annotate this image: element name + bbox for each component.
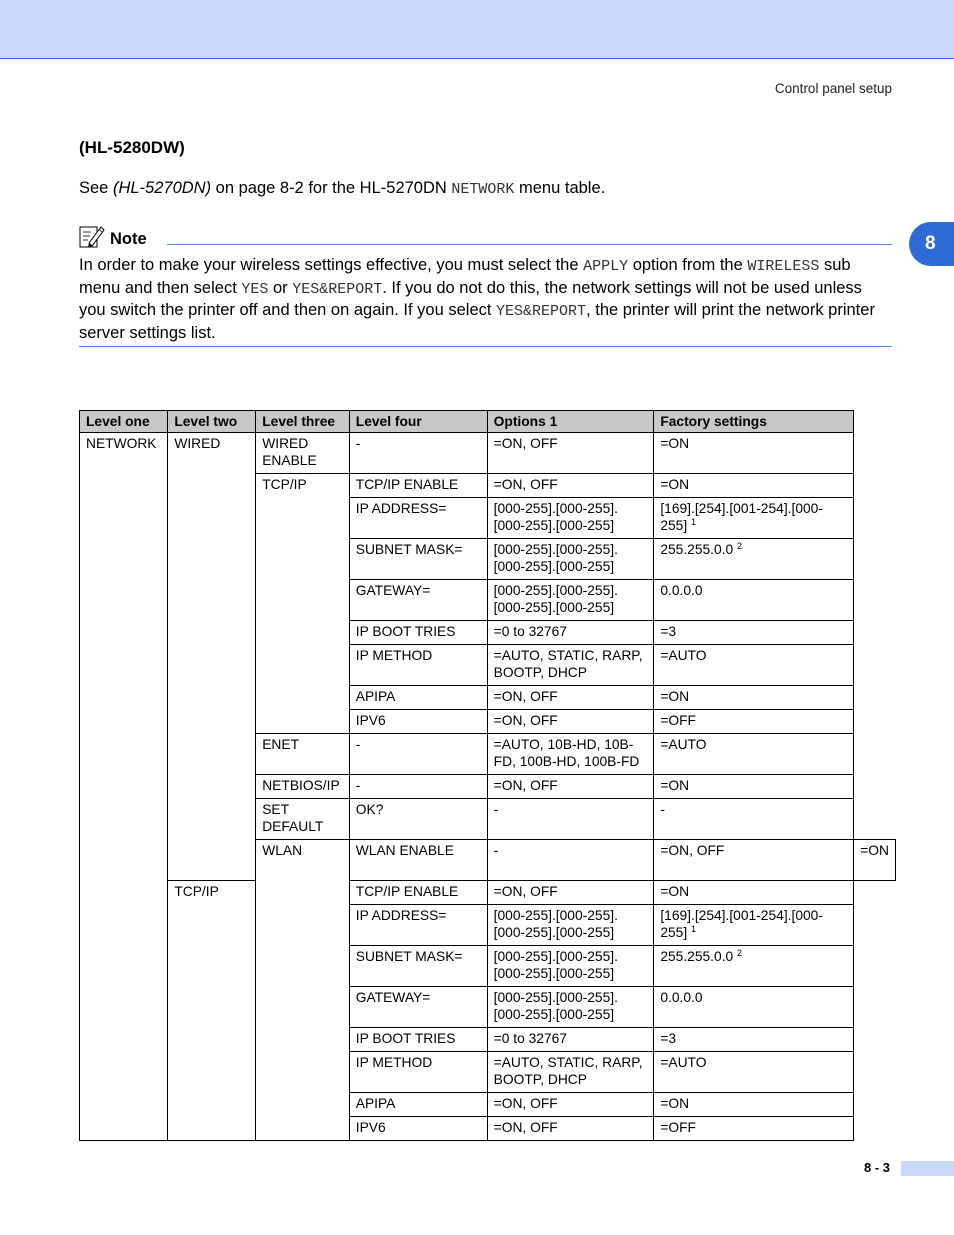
- intro-paragraph: [79, 179, 605, 198]
- cell-level-four: SUBNET MASK=: [349, 946, 487, 987]
- header-level-one: Level one: [80, 411, 168, 433]
- header-level-four: Level four: [349, 411, 487, 433]
- cell-factory: =ON: [654, 433, 854, 474]
- factory-value: [169].[254].[001-254].[000-255]: [660, 908, 823, 940]
- cell-level-four: IPV6: [349, 1117, 487, 1141]
- header-level-two: Level two: [168, 411, 256, 433]
- factory-value: =ON: [660, 477, 690, 492]
- footnote-ref: 2: [737, 948, 743, 958]
- cell-level-four: OK?: [349, 799, 487, 840]
- cell-factory: [654, 946, 854, 987]
- cell-level-four: APIPA: [349, 1093, 487, 1117]
- note-text: . If you do not do this, the network settings will not be used unless you switch the printer off and then on again. If you select: [79, 278, 862, 319]
- cell-factory: =ON: [654, 881, 854, 905]
- cell-factory: [654, 474, 854, 498]
- cell-factory: [654, 905, 854, 946]
- factory-value: 255.255.0.0: [660, 949, 734, 964]
- page-number: 8 - 3: [864, 1160, 891, 1175]
- header-factory-settings: Factory settings: [654, 411, 854, 433]
- cell-level-four: GATEWAY=: [349, 987, 487, 1028]
- cell-level-four: IP ADDRESS=: [349, 905, 487, 946]
- note-text: or: [268, 278, 293, 297]
- cell-options: =AUTO, STATIC, RARP, BOOTP, DHCP: [487, 645, 654, 686]
- cell-level-four: -: [349, 775, 487, 799]
- cell-factory: [654, 539, 854, 580]
- cell-level-three: TCP/IP: [168, 881, 256, 1141]
- cell-level-four: IP METHOD: [349, 1052, 487, 1093]
- cell-factory: =AUTO: [654, 1052, 854, 1093]
- note-code-yes-report: YES&REPORT: [496, 303, 587, 320]
- page-header-band: [0, 0, 954, 59]
- factory-value: [169].[254].[001-254].[000-255]: [660, 501, 823, 533]
- cell-factory: -: [654, 799, 854, 840]
- cell-factory: =OFF: [654, 710, 854, 734]
- cell-factory: 0.0.0.0: [654, 987, 854, 1028]
- network-menu-table: [79, 410, 896, 1141]
- cell-level-four: IP BOOT TRIES: [349, 621, 487, 645]
- cell-level-four: SUBNET MASK=: [349, 539, 487, 580]
- cell-options: [000-255].[000-255].[000-255].[000-255]: [487, 987, 654, 1028]
- note-code-wireless: WIRELESS: [747, 258, 820, 275]
- cell-factory: =3: [654, 621, 854, 645]
- cell-factory: =3: [654, 1028, 854, 1052]
- cell-level-four: TCP/IP ENABLE: [349, 881, 487, 905]
- cell-level-three: NETBIOS/IP: [256, 775, 350, 799]
- header-level-three: Level three: [256, 411, 350, 433]
- cell-options: -: [487, 799, 654, 840]
- cell-options: =0 to 32767: [487, 1028, 654, 1052]
- cell-level-four: IP BOOT TRIES: [349, 1028, 487, 1052]
- cell-level-four: APIPA: [349, 686, 487, 710]
- cell-options: =AUTO, 10B-HD, 10B-FD, 100B-HD, 100B-FD: [487, 734, 654, 775]
- cell-options: =ON, OFF: [487, 433, 654, 474]
- header-options: Options 1: [487, 411, 654, 433]
- table-row: [80, 881, 896, 905]
- cell-factory: =AUTO: [654, 734, 854, 775]
- cell-level-two-wired: WIRED: [168, 433, 256, 881]
- note-text: sub menu and then select: [79, 256, 851, 297]
- intro-mid: on page 8-2 for the HL-5270DN: [211, 179, 452, 197]
- intro-reference-link[interactable]: (HL-5270DN): [112, 179, 212, 197]
- cell-options: [000-255].[000-255].[000-255].[000-255]: [487, 580, 654, 621]
- note-text: In order to make your wireless settings effective, you must select the: [79, 256, 584, 274]
- cell-factory: =ON: [854, 840, 896, 881]
- cell-level-three: ENET: [256, 734, 350, 775]
- footnote-ref: 1: [691, 517, 697, 527]
- cell-level-three: WIRED ENABLE: [256, 433, 350, 474]
- cell-options: =ON, OFF: [487, 686, 654, 710]
- cell-options: =ON, OFF: [487, 710, 654, 734]
- cell-level-two-wlan: WLAN: [256, 840, 350, 1141]
- pencil-note-icon: [79, 224, 105, 248]
- cell-level-four: IPV6: [349, 710, 487, 734]
- cell-options: =ON, OFF: [487, 1117, 654, 1141]
- note-body: [79, 255, 892, 343]
- cell-level-three: WLAN ENABLE: [349, 840, 487, 881]
- section-title: (HL-5280DW): [79, 138, 185, 157]
- table-row: [80, 433, 896, 474]
- cell-options: =0 to 32767: [487, 621, 654, 645]
- cell-options: [000-255].[000-255].[000-255].[000-255]: [487, 539, 654, 580]
- cell-level-four: IP ADDRESS=: [349, 498, 487, 539]
- intro-end: menu table.: [514, 179, 606, 197]
- note-text: option from the: [628, 256, 748, 274]
- note-text: , the printer will print the network printer server settings list.: [79, 301, 875, 342]
- footer-accent-bar: [901, 1161, 954, 1176]
- cell-factory: [654, 498, 854, 539]
- footnote-ref: 2: [737, 541, 743, 551]
- cell-factory: 0.0.0.0: [654, 580, 854, 621]
- cell-options: [000-255].[000-255].[000-255].[000-255]: [487, 905, 654, 946]
- note-label: Note: [110, 230, 147, 248]
- cell-level-three: TCP/IP: [256, 474, 350, 734]
- cell-options: =AUTO, STATIC, RARP, BOOTP, DHCP: [487, 1052, 654, 1093]
- cell-options: =ON, OFF: [487, 1093, 654, 1117]
- cell-options: =ON, OFF: [654, 840, 854, 881]
- cell-level-three: SET DEFAULT: [256, 799, 350, 840]
- cell-options: [000-255].[000-255].[000-255].[000-255]: [487, 946, 654, 987]
- chapter-tab: [909, 222, 954, 266]
- cell-level-four: GATEWAY=: [349, 580, 487, 621]
- cell-level-one: NETWORK: [80, 433, 168, 1141]
- cell-factory: =ON: [654, 1093, 854, 1117]
- cell-options: [000-255].[000-255].[000-255].[000-255]: [487, 498, 654, 539]
- cell-factory: =OFF: [654, 1117, 854, 1141]
- note-code-apply: APPLY: [583, 258, 629, 275]
- footnote-ref: 1: [691, 924, 697, 934]
- cell-options: =ON, OFF: [487, 881, 654, 905]
- intro-code: NETWORK: [451, 181, 515, 198]
- note-header: [79, 224, 892, 248]
- cell-factory: =ON: [654, 775, 854, 799]
- cell-level-four: TCP/IP ENABLE: [349, 474, 487, 498]
- cell-level-four: IP METHOD: [349, 645, 487, 686]
- cell-level-four: -: [349, 734, 487, 775]
- note-top-rule: [167, 244, 892, 245]
- cell-level-four: -: [349, 433, 487, 474]
- cell-options: =ON, OFF: [487, 775, 654, 799]
- chapter-number: 8: [925, 233, 936, 254]
- cell-factory: =AUTO: [654, 645, 854, 686]
- cell-factory: =ON: [654, 686, 854, 710]
- cell-level-four: -: [487, 840, 654, 881]
- note-code-yes: YES: [241, 280, 269, 298]
- intro-see: See: [79, 179, 113, 197]
- running-title: Control panel setup: [774, 81, 892, 96]
- cell-options: =ON, OFF: [487, 474, 654, 498]
- note-bottom-rule: [79, 346, 892, 347]
- factory-value: 255.255.0.0: [660, 542, 734, 557]
- note-code-yes-report: YES&REPORT: [292, 280, 383, 298]
- table-header-row: [80, 411, 896, 433]
